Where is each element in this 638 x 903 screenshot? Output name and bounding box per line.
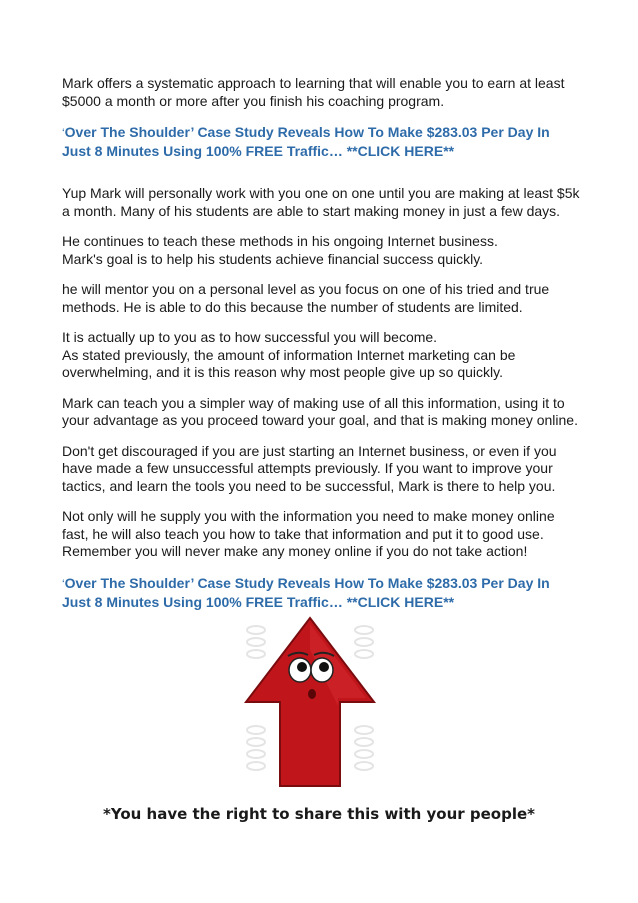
cta-quote-mark: ‘	[62, 126, 65, 140]
paragraph-line: As stated previously, the amount of information Internet marketing can be overwhelming, and it is this reason why most people give up so quickly.	[62, 346, 516, 380]
paragraph: Mark offers a systematic approach to learning that will enable you to earn at least $5000 a month or more after you finish his coaching program.	[62, 75, 565, 109]
cta-link[interactable]	[62, 123, 582, 160]
cta-link[interactable]	[62, 574, 582, 611]
paragraph-line: He continues to teach these methods in his ongoing Internet business.	[62, 233, 498, 249]
paragraph	[62, 329, 582, 382]
paragraph: Not only will he supply you with the information you need to make money online fast, he will also teach you how to take that information and put it to good use. Remember you will never make any money online if you do not take action!	[62, 508, 555, 559]
left-pupil	[297, 662, 307, 672]
paragraph: Don't get discouraged if you are just starting an Internet business, or even if you have made a few unsuccessful attempts previously. If you want to improve your tactics, and learn the tools you need to be successful, Mark is there to help you.	[62, 442, 557, 494]
mouth	[308, 689, 316, 699]
right-pupil	[319, 662, 329, 672]
paragraph: Mark can teach you a simpler way of making use of all this information, using it to your advantage as you proceed toward your goal, and that is making money online.	[62, 394, 578, 428]
paragraph	[62, 233, 582, 268]
cta-quote-mark: ‘	[62, 576, 65, 591]
red-arrow-illustration	[240, 610, 380, 790]
cta-link-text: Over The Shoulder’ Case Study Reveals How To Make $283.03 Per Day In Just 8 Minutes Using 100% FREE Traffic… **CLICK HERE**	[62, 124, 550, 159]
paragraph: he will mentor you on a personal level as you focus on one of his tried and true methods. He is able to do this because the number of students are limited.	[62, 281, 550, 315]
paragraph-line: It is actually up to you as to how successful you will become.	[62, 329, 438, 345]
cta-link-text: Over The Shoulder’ Case Study Reveals How To Make $283.03 Per Day In Just 8 Minutes Using 100% FREE Traffic… **CLICK HERE**	[62, 574, 550, 610]
paragraph: Yup Mark will personally work with you one on one until you are making at least $5k a month. Many of his students are able to start making money in just a few days.	[62, 185, 580, 219]
share-notice: *You have the right to share this with your people*	[102, 805, 536, 823]
paragraph-line: Mark's goal is to help his students achieve financial success quickly.	[62, 250, 484, 267]
document-body	[62, 75, 582, 611]
arrow-icon	[240, 610, 380, 790]
